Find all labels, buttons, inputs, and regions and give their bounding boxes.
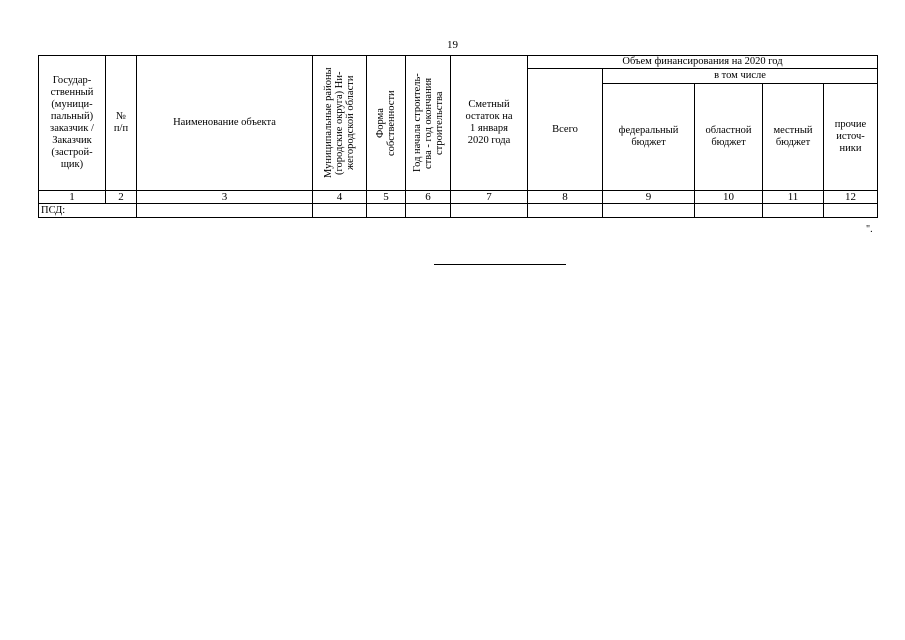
header-ownership-text: Форма собственности — [375, 90, 397, 156]
header-federal: федеральный бюджет — [603, 84, 695, 191]
column-number: 8 — [528, 191, 603, 204]
table-cell — [603, 204, 695, 218]
financing-table — [38, 55, 878, 218]
table-cell — [451, 204, 528, 218]
column-number: 6 — [406, 191, 451, 204]
column-number: 3 — [137, 191, 313, 204]
table-cell — [406, 204, 451, 218]
header-construction-years-text: Год начала строитель- ства - год окончания строительства — [411, 73, 445, 173]
header-customer: Государ- ственный (муници- пальный) заказчик / Заказчик (застрой- щик) — [39, 56, 106, 191]
header-municipal — [313, 56, 367, 191]
column-number: 2 — [106, 191, 137, 204]
header-local: местный бюджет — [763, 84, 824, 191]
table-cell — [313, 204, 367, 218]
page-number: 19 — [447, 39, 458, 51]
header-object-name: Наименование объекта — [137, 56, 313, 191]
table-cell — [824, 204, 878, 218]
header-municipal-text: Муниципальные районы (городские округа) Ни- жегородской области — [323, 67, 356, 179]
column-number: 9 — [603, 191, 695, 204]
table-cell — [528, 204, 603, 218]
column-number: 12 — [824, 191, 878, 204]
column-number: 4 — [313, 191, 367, 204]
header-number: № п/п — [106, 56, 137, 191]
end-quote-mark: ". — [866, 224, 873, 235]
table-cell — [763, 204, 824, 218]
row-psd-label: ПСД: — [39, 204, 137, 218]
table-cell — [367, 204, 406, 218]
header-including: в том числе — [603, 69, 878, 84]
column-number: 10 — [695, 191, 763, 204]
table-cell — [137, 204, 313, 218]
column-number: 7 — [451, 191, 528, 204]
divider-line — [434, 264, 566, 265]
header-balance: Сметный остаток на 1 января 2020 года — [451, 56, 528, 191]
column-number: 1 — [39, 191, 106, 204]
column-number: 11 — [763, 191, 824, 204]
header-other: прочие источ- ники — [824, 84, 878, 191]
header-regional: областной бюджет — [695, 84, 763, 191]
header-funding: Объем финансирования на 2020 год — [528, 56, 878, 69]
header-total: Всего — [528, 69, 603, 191]
column-number: 5 — [367, 191, 406, 204]
header-construction-years — [406, 56, 451, 191]
header-ownership — [367, 56, 406, 191]
table-cell — [695, 204, 763, 218]
